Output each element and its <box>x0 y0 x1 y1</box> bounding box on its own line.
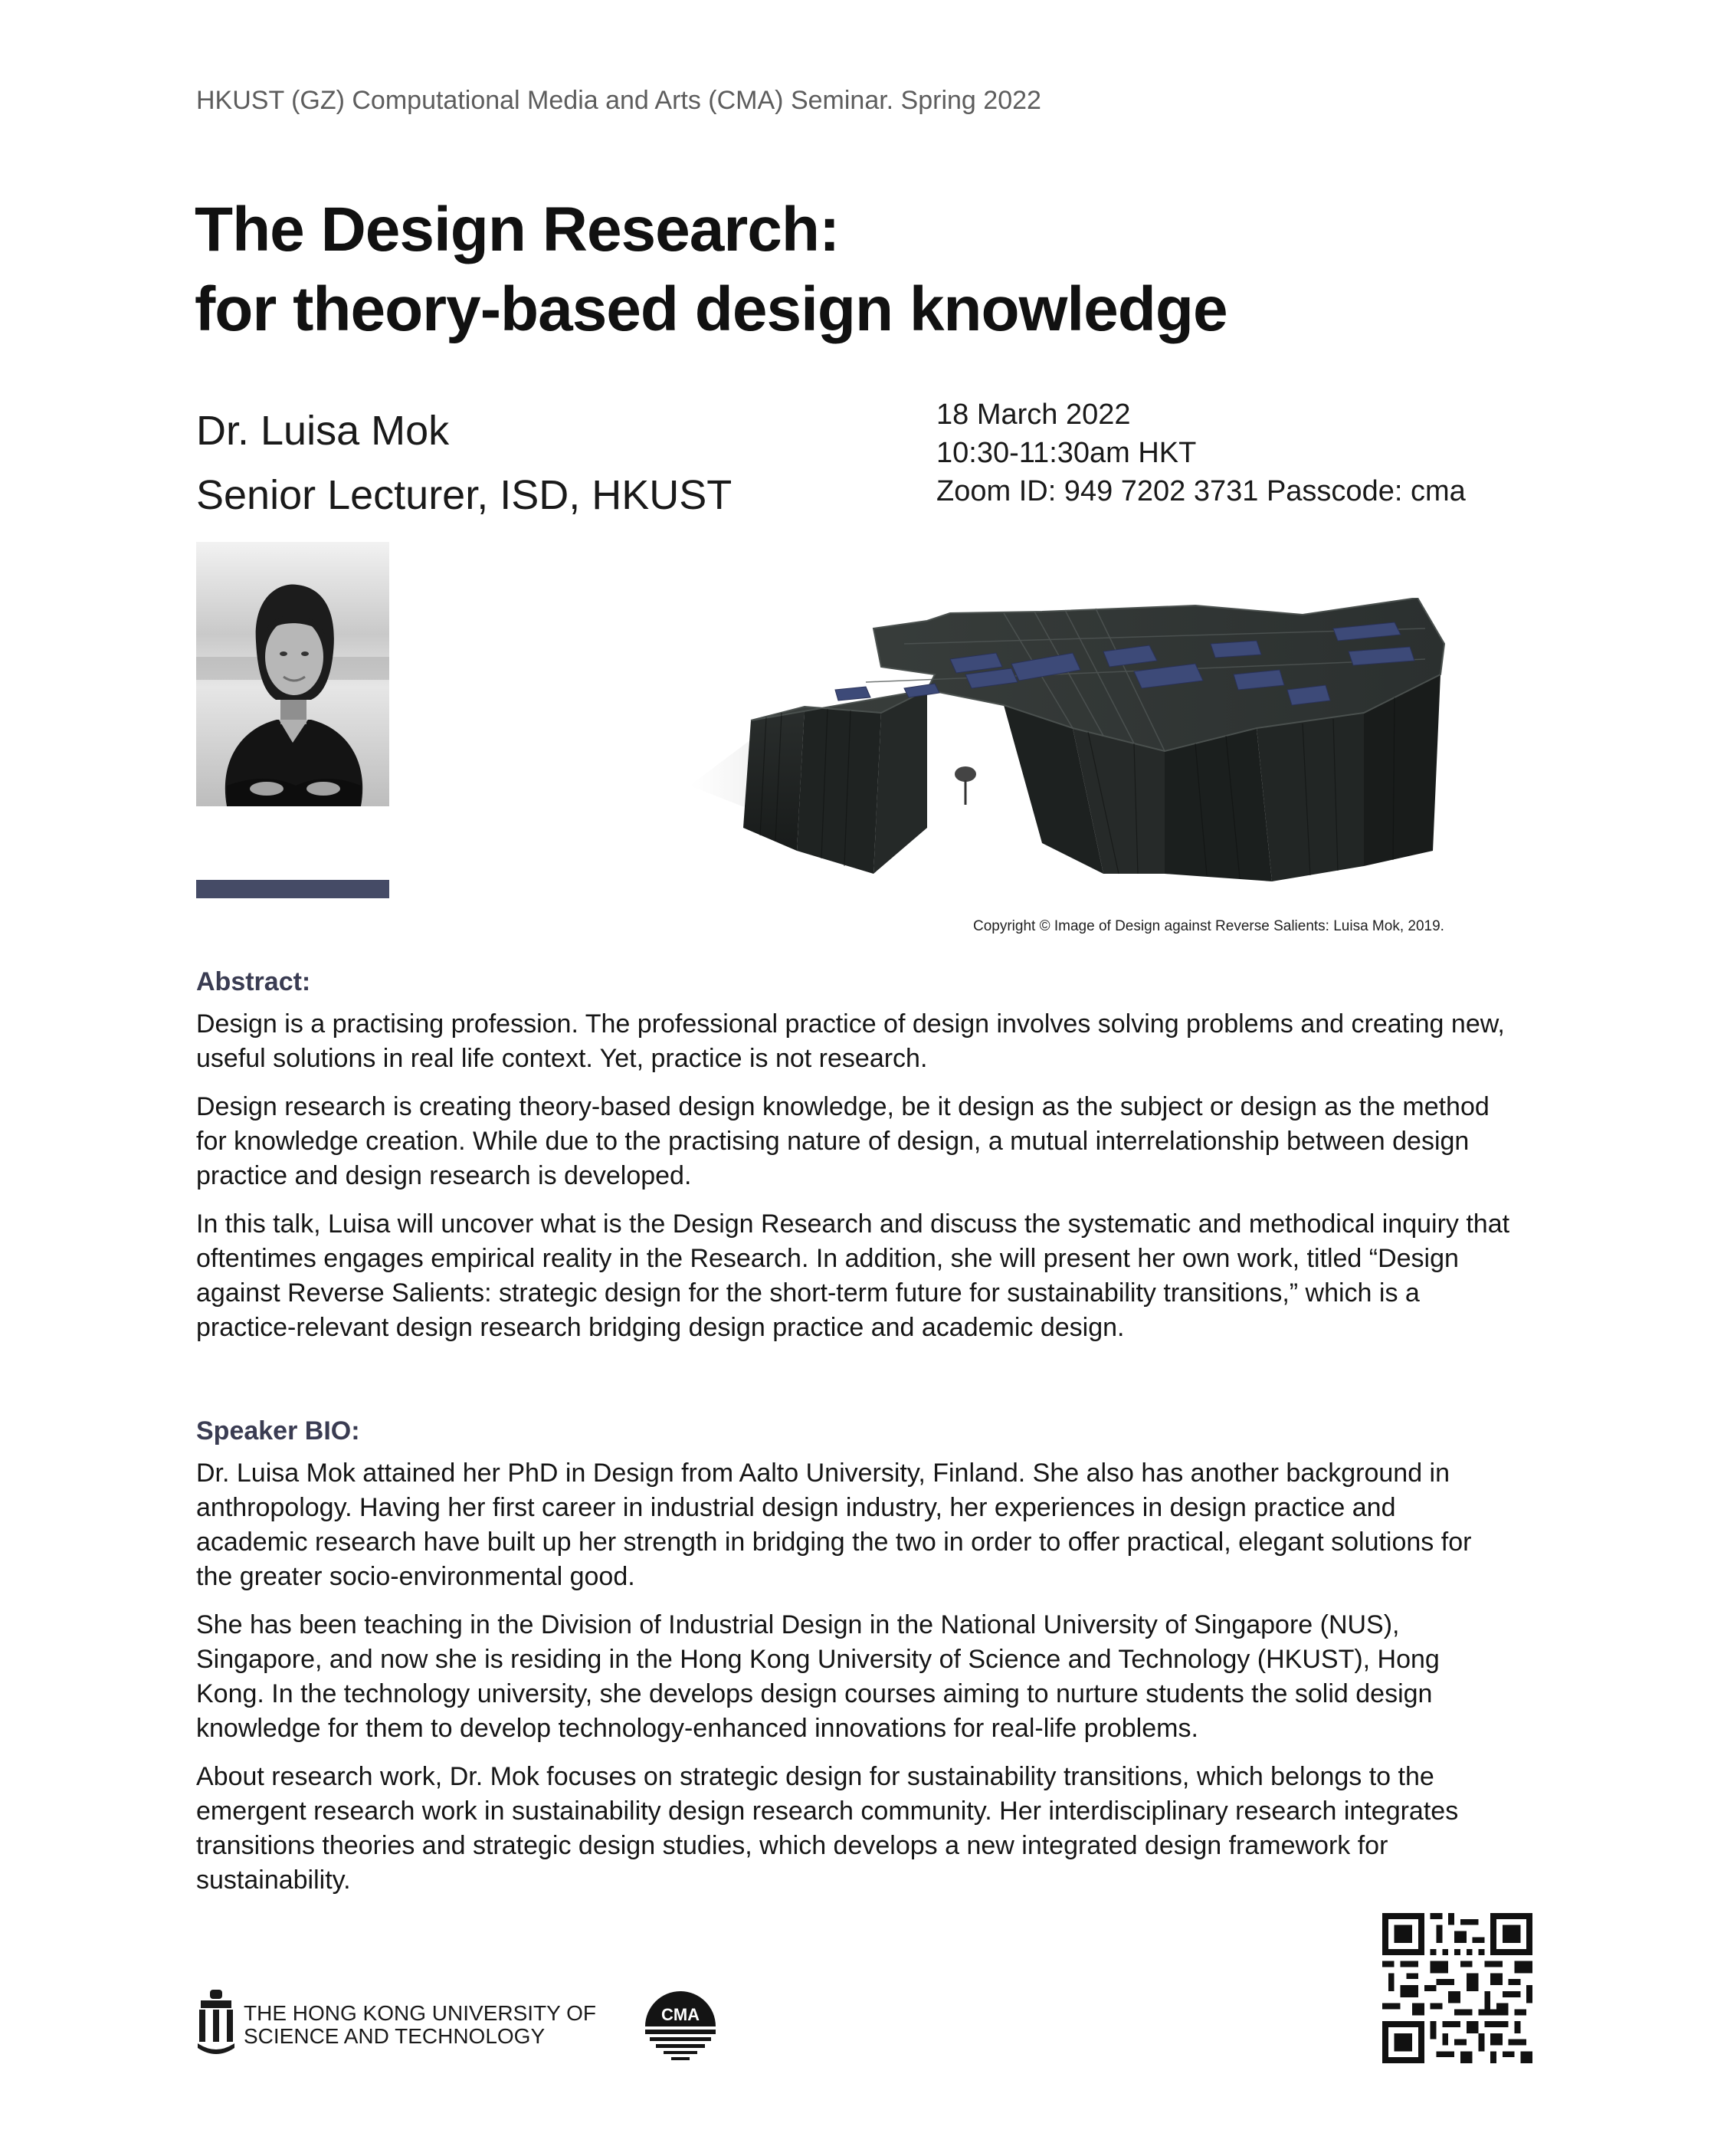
event-date: 18 March 2022 <box>936 399 1131 431</box>
speaker-portrait <box>196 542 389 806</box>
qr-code[interactable] <box>1382 1913 1532 2063</box>
cma-logo-icon <box>644 1987 717 2063</box>
abstract-paragraph: Design research is creating theory-based design knowledge, be it design as the subject or design as the method for knowledge creation. While due to the practising nature of design, a mutual interrelationship between design practice and design research is developed. <box>196 1092 1490 1190</box>
image-copyright: Copyright © Image of Design against Reverse Salients: Luisa Mok, 2019. <box>973 918 1444 934</box>
bio-body <box>196 1456 1514 1912</box>
hkust-line-2: SCIENCE AND TECHNOLOGY <box>244 2024 546 2048</box>
event-time: 10:30-11:30am HKT <box>936 437 1197 469</box>
portrait-illustration <box>196 542 389 806</box>
hkust-wordmark <box>244 2002 596 2048</box>
qr-code-icon <box>1382 1913 1532 2063</box>
accent-bar <box>196 880 389 898</box>
zoom-info: Zoom ID: 949 7202 3731 Passcode: cma <box>936 475 1466 507</box>
bio-heading: Speaker BIO: <box>196 1416 360 1446</box>
hkust-logo <box>196 1988 595 2057</box>
speaker-name: Dr. Luisa Mok <box>196 408 450 454</box>
cma-logo <box>644 1987 717 2063</box>
hkust-emblem-icon <box>196 1990 236 2054</box>
event-details <box>936 395 1466 510</box>
speaker-info <box>196 399 732 527</box>
design-render-image <box>674 598 1456 889</box>
bio-paragraph: She has been teaching in the Division of Industrial Design in the National University of Singapore (NUS), Singapore, and now she is residing in the Hong Kong University of Science and Technology (HKUST), Hong Kong. In the technology university, she develops design courses aiming to nurture students the solid design knowledge for them to develop technology-enhanced innovations for real-life problems. <box>196 1610 1440 1743</box>
speaker-position: Senior Lecturer, ISD, HKUST <box>196 472 733 518</box>
cma-logo-text: CMA <box>660 2005 700 2024</box>
abstract-paragraph: Design is a practising profession. The professional practice of design involves solving problems and creating new, useful solutions in real life context. Yet, practice is not research. <box>196 1009 1505 1073</box>
bio-paragraph: About research work, Dr. Mok focuses on strategic design for sustainability transitions, which belongs to the emergent research work in sustainability design research community. Her interdisciplinary research integrates transitions theories and strategic design studies, which develops a new integrated design framework for sustainability. <box>196 1762 1459 1895</box>
building-illustration <box>674 598 1456 889</box>
abstract-paragraph: In this talk, Luisa will uncover what is the Design Research and discuss the systematic and methodical inquiry that oftentimes engages empirical reality in the Research. In addition, she will present her own work, titled “Design against Reverse Salients: strategic design for the short-term future for sustainability transitions,” which is a practice-relevant design research bridging design practice and academic design. <box>196 1209 1510 1342</box>
abstract-heading: Abstract: <box>196 967 311 996</box>
seminar-series: HKUST (GZ) Computational Media and Arts (CMA) Seminar. Spring 2022 <box>196 86 1041 115</box>
title-line-1: The Design Research: <box>195 195 840 264</box>
abstract-body <box>196 1007 1514 1359</box>
title-line-2: for theory-based design knowledge <box>195 274 1227 344</box>
page-title <box>195 190 1227 349</box>
hkust-line-1: THE HONG KONG UNIVERSITY OF <box>244 2001 596 2025</box>
bio-paragraph: Dr. Luisa Mok attained her PhD in Design from Aalto University, Finland. She also has another background in anthropology. Having her first career in industrial design industry, her experiences in design practice and academic research have built up her strength in bridging the two in order to offer practical, elegant solutions for the greater socio-environmental good. <box>196 1459 1472 1591</box>
